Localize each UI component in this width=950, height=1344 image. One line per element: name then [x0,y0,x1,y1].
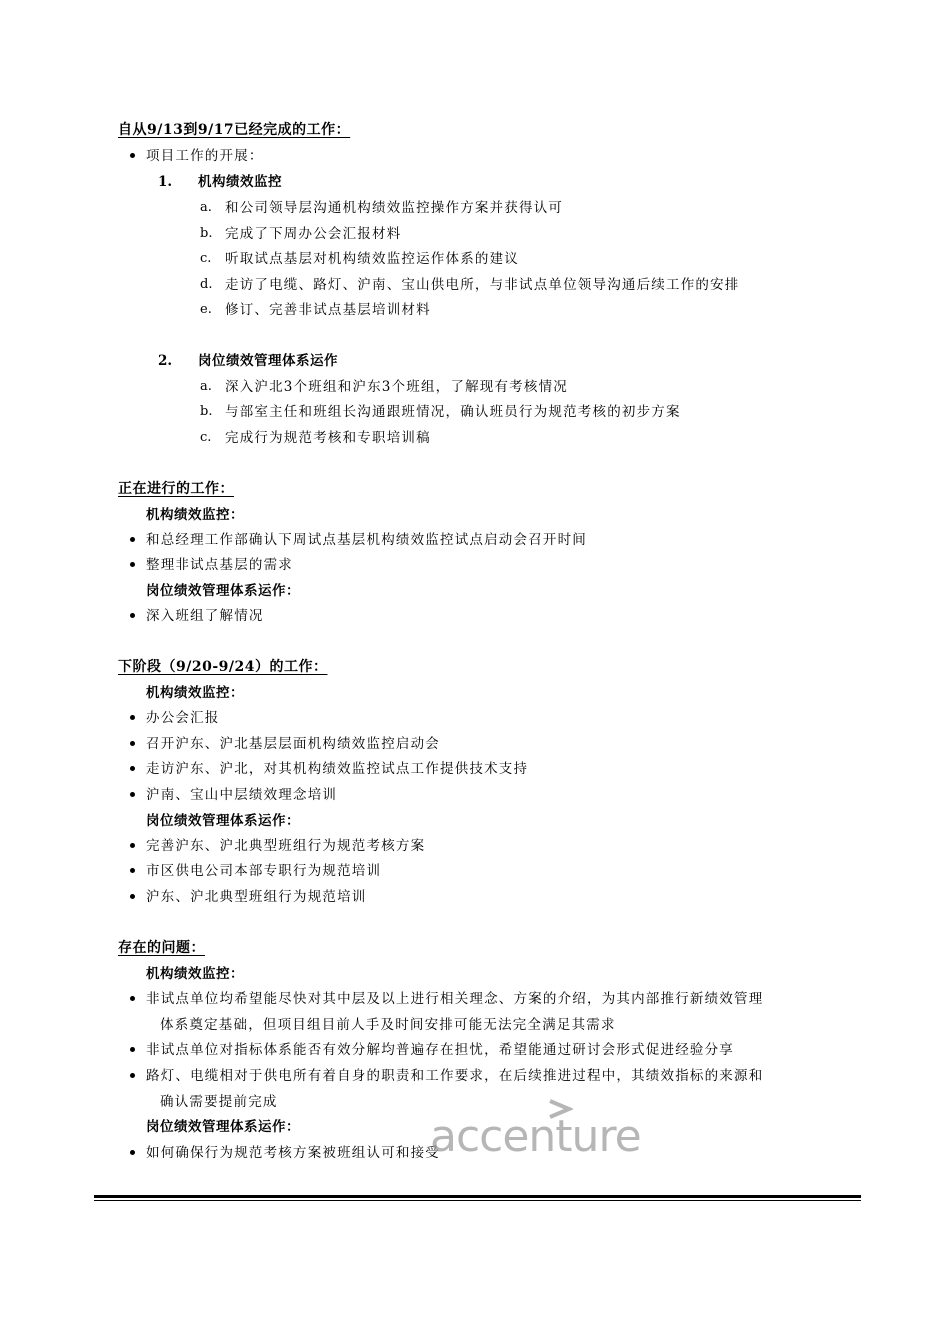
item-letter: c. [200,430,212,445]
completed-intro: 项目工作的开展： [146,148,264,164]
list-item: 完成行为规范考核和专职培训稿 [225,430,431,446]
bullet-icon [130,613,135,618]
list-item: 深入沪北3个班组和沪东3个班组，了解现有考核情况 [225,379,568,395]
bullet-icon [130,1150,135,1155]
group-number: 1. [158,174,173,190]
list-item: 深入班组了解情况 [146,608,264,624]
subheading: 机构绩效监控： [146,966,244,982]
list-item: 如何确保行为规范考核方案被班组认可和接受 [146,1145,440,1161]
list-item: 完善沪东、沪北典型班组行为规范考核方案 [146,838,426,854]
list-item: 走访了电缆、路灯、沪南、宝山供电所，与非试点单位领导沟通后续工作的安排 [225,277,740,293]
list-item: 办公会汇报 [146,710,220,726]
list-item: 和总经理工作部确认下周试点基层机构绩效监控试点启动会召开时间 [146,532,587,548]
subheading: 机构绩效监控： [146,507,244,523]
list-item: 走访沪东、沪北，对其机构绩效监控试点工作提供技术支持 [146,761,529,777]
list-item: 和公司领导层沟通机构绩效监控操作方案并获得认可 [225,200,564,216]
item-letter: c. [200,251,212,266]
list-item: 整理非试点基层的需求 [146,557,293,573]
subheading: 岗位绩效管理体系运作： [146,583,300,599]
accenture-logo: accenture [430,1111,641,1162]
list-item: 召开沪东、沪北基层层面机构绩效监控启动会 [146,736,440,752]
list-item: 沪东、沪北典型班组行为规范培训 [146,889,367,905]
bullet-icon [130,868,135,873]
list-item: 路灯、电缆相对于供电所有着自身的职责和工作要求，在后续推进过程中，其绩效指标的来源和 [146,1068,764,1084]
list-item: 非试点单位均希望能尽快对其中层及以上进行相关理念、方案的介绍，为其内部推行新绩效管理 [146,991,764,1007]
ongoing-heading: 正在进行的工作： [118,481,234,497]
item-letter: d. [200,277,213,292]
item-letter: a. [200,200,212,215]
list-item: 听取试点基层对机构绩效监控运作体系的建议 [225,251,519,267]
item-letter: b. [200,404,213,419]
bullet-icon [130,537,135,542]
footer-rule-thin [94,1200,861,1201]
bullet-icon [130,715,135,720]
bullet-icon [130,894,135,899]
list-item: 与部室主任和班组长沟通跟班情况，确认班员行为规范考核的初步方案 [225,404,681,420]
subheading: 岗位绩效管理体系运作： [146,1119,300,1135]
bullet-icon [130,1047,135,1052]
bullet-icon [130,1073,135,1078]
issues-heading: 存在的问题： [118,940,205,956]
subheading: 岗位绩效管理体系运作： [146,813,300,829]
item-letter: b. [200,226,213,241]
list-item: 非试点单位对指标体系能否有效分解均普遍存在担忧，希望能通过研讨会形式促进经验分享 [146,1042,734,1058]
subheading: 机构绩效监控： [146,685,244,701]
bullet-icon [130,766,135,771]
next-heading: 下阶段（9/20-9/24）的工作： [118,659,328,675]
list-item: 完成了下周办公会汇报材料 [225,226,402,242]
list-item: 市区供电公司本部专职行为规范培训 [146,863,382,879]
bullet-icon [130,153,135,158]
group-title: 岗位绩效管理体系运作 [198,353,338,369]
bullet-icon [130,996,135,1001]
bullet-icon [130,843,135,848]
list-item: 沪南、宝山中层绩效理念培训 [146,787,338,803]
bullet-icon [130,741,135,746]
bullet-icon [130,792,135,797]
group-number: 2. [158,353,173,369]
item-letter: e. [200,302,212,317]
item-letter: a. [200,379,212,394]
group-title: 机构绩效监控 [198,174,282,190]
list-item-continuation: 体系奠定基础，但项目组目前人手及时间安排可能无法完全满足其需求 [160,1017,616,1033]
list-item: 修订、完善非试点基层培训材料 [225,302,431,318]
footer-rule [94,1195,861,1198]
completed-heading: 自从9/13到9/17已经完成的工作： [118,122,351,138]
bullet-icon [130,562,135,567]
list-item-continuation: 确认需要提前完成 [160,1094,278,1110]
